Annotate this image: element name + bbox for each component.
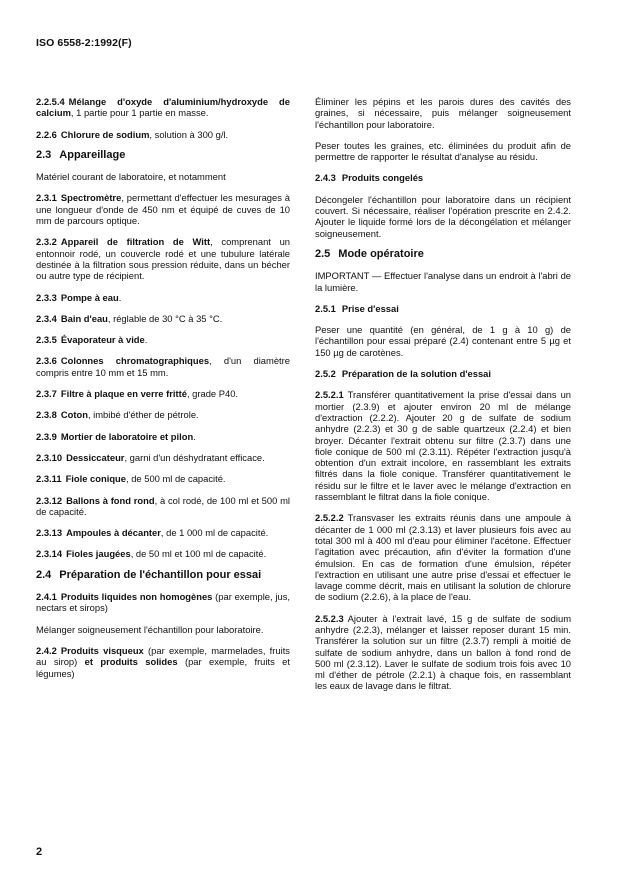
clause-2-2-6: 2.2.6 Chlorure de sodium, solution à 300 g/l. xyxy=(36,128,229,140)
clause-2-5-2-2: 2.5.2.2 Transvaser les extraits réunis dans une ampoule à décanter de 1 000 ml (2.3.13) et laver plusieurs fois avec au total 300 ml à 400 ml d'eau pour éliminer l'acétone. Effectuer l'agitation avec précaution, afin d'éviter la formation d'une émulsion. En cas de formation d'une émulsion, répéter l'extraction en utilisant une autre prise d'essai et effectuer le lavage comme décrit, mais en utilisant la solution de chlorure de sodium (2.2.6), à la place de l'eau. xyxy=(315,512,571,603)
right-column xyxy=(315,96,571,702)
clause-2-3-9: 2.3.9 Mortier de laboratoire et pilon. xyxy=(36,430,196,442)
clause-2-4-1-body: Mélanger soigneusement l'échantillon pour laboratoire. xyxy=(36,623,264,635)
clause-2-3-11: 2.3.11 Fiole conique, de 500 ml de capacité. xyxy=(36,473,226,485)
clause-2-3-2: 2.3.2 Appareil de filtration de Witt, comprenant un entonnoir rodé, un couvercle rodé et une tubulure latérale destinée à la filtration sous pression réduite, dans un bécher ou autre type de récipient. xyxy=(36,236,290,282)
section-heading-2-3: 2.3 Appareillage xyxy=(36,148,126,161)
important-note: IMPORTANT — Effectuer l'analyse dans un endroit à l'abri de la lumière. xyxy=(315,270,571,293)
clause-2-4-3-body: Décongeler l'échantillon pour laboratoire dans un récipient couvert. Si nécessaire, réaliser l'opération prescrite en 2.4.2. Ajouter le liquide formé lors de la décongélation et mélanger soigneusement. xyxy=(315,193,571,239)
clause-2-3-1: 2.3.1 Spectromètre, permettant d'effectuer les mesurages à une longueur d'onde de 450 nm et équipé de cuves de 10 mm de parcours optique. xyxy=(36,192,290,227)
clause-2-3-4: 2.3.4 Bain d'eau, réglable de 30 °C à 35 °C. xyxy=(36,312,223,324)
section-2-3-intro: Matériel courant de laboratoire, et notamment xyxy=(36,171,226,183)
subsection-heading-2-4-3: 2.4.3 Produits congelés xyxy=(315,172,424,184)
clause-2-3-6: 2.3.6 Colonnes chromatographiques, d'un diamètre compris entre 10 mm et 15 mm. xyxy=(36,355,290,378)
clause-2-3-8: 2.3.8 Coton, imbibé d'éther de pétrole. xyxy=(36,409,199,421)
section-heading-2-5: 2.5 Mode opératoire xyxy=(315,247,424,260)
clause-2-5-2-1: 2.5.2.1 Transférer quantitativement la prise d'essai dans un mortier (2.3.9) et ajouter environ 20 ml de mélange d'extraction (2.2.2). Ajouter 20 g de sulfate de sodium anhydre (2.2.3) et 30 g de sable quartzeux (2.2.4) et bien broyer. Décanter l'extrait obtenu sur filtre (2.3.7) dans une fiole conique de 500 ml (2.3.11). Répéter l'extraction jusqu'à obtention d'un extrait incolore, en rassemblant les extraits filtrés dans la fiole conique. Transférer quantitativement le résidu sur le filtre et le laver avec le mélange d'extraction en rassemblant le filtrat dans la fiole conique. xyxy=(315,389,571,503)
clause-2-3-7: 2.3.7 Filtre à plaque en verre fritté, grade P40. xyxy=(36,388,239,400)
clause-2-3-10: 2.3.10 Dessiccateur, garni d'un déshydratant efficace. xyxy=(36,451,265,463)
document-header: ISO 6558-2:1992(F) xyxy=(36,37,132,49)
page-number: 2 xyxy=(36,846,43,858)
clause-2-4-2: 2.4.2 Produits visqueux (par exemple, marmelades, fruits au sirop) et produits solides (par exemple, fruits et légumes) xyxy=(36,644,290,679)
subsection-heading-2-5-1: 2.5.1 Prise d'essai xyxy=(315,302,399,314)
clause-2-4-2-body-1: Éliminer les pépins et les parois dures des cavités des graines, si nécessaire, puis mélanger soigneusement l'échantillon pour laboratoire. xyxy=(315,96,571,130)
clause-2-3-13: 2.3.13 Ampoules à décanter, de 1 000 ml de capacité. xyxy=(36,527,269,539)
clause-2-3-3: 2.3.3 Pompe à eau. xyxy=(36,291,122,303)
clause-2-2-5-4: 2.2.5.4 Mélange d'oxyde d'aluminium/hydroxyde de calcium, 1 partie pour 1 partie en masse. xyxy=(36,96,290,119)
clause-2-4-1: 2.4.1 Produits liquides non homogènes (par exemple, jus, nectars et sirops) xyxy=(36,591,290,614)
clause-2-3-5: 2.3.5 Évaporateur à vide. xyxy=(36,334,148,346)
subsection-heading-2-5-2: 2.5.2 Préparation de la solution d'essai xyxy=(315,368,492,380)
section-heading-2-4: 2.4 Préparation de l'échantillon pour essai xyxy=(36,568,262,581)
clause-2-3-12: 2.3.12 Ballons à fond rond, à col rodé, de 100 ml et 500 ml de capacité. xyxy=(36,494,290,517)
clause-2-3-14: 2.3.14 Fioles jaugées, de 50 ml et 100 ml de capacité. xyxy=(36,548,267,560)
clause-2-5-2-3: 2.5.2.3 Ajouter à l'extrait lavé, 15 g de sulfate de sodium anhydre (2.2.3), mélanger et laisser reposer durant 15 min. Transférer la solution sur un filtre (2.3.7) rempli à moitié de sulfate de sodium anhydre, dans un ballon à fond rond de 500 ml (2.3.12). Laver le sulfate de sodium trois fois avec 10 ml d'éther de pétrole (2.2.1) à chaque fois, en rassemblant les eaux de lavage dans le filtrat. xyxy=(315,612,571,692)
left-column xyxy=(36,96,290,689)
clause-2-4-2-body-2: Peser toutes les graines, etc. éliminées du produit afin de permettre de rapporter le résultat d'analyse au résidu. xyxy=(315,139,571,163)
clause-2-5-1-body: Peser une quantité (en général, de 1 g à 10 g) de l'échantillon pour essai préparé (2.4) contenant entre 5 µg et 150 µg de carotènes. xyxy=(315,324,571,358)
